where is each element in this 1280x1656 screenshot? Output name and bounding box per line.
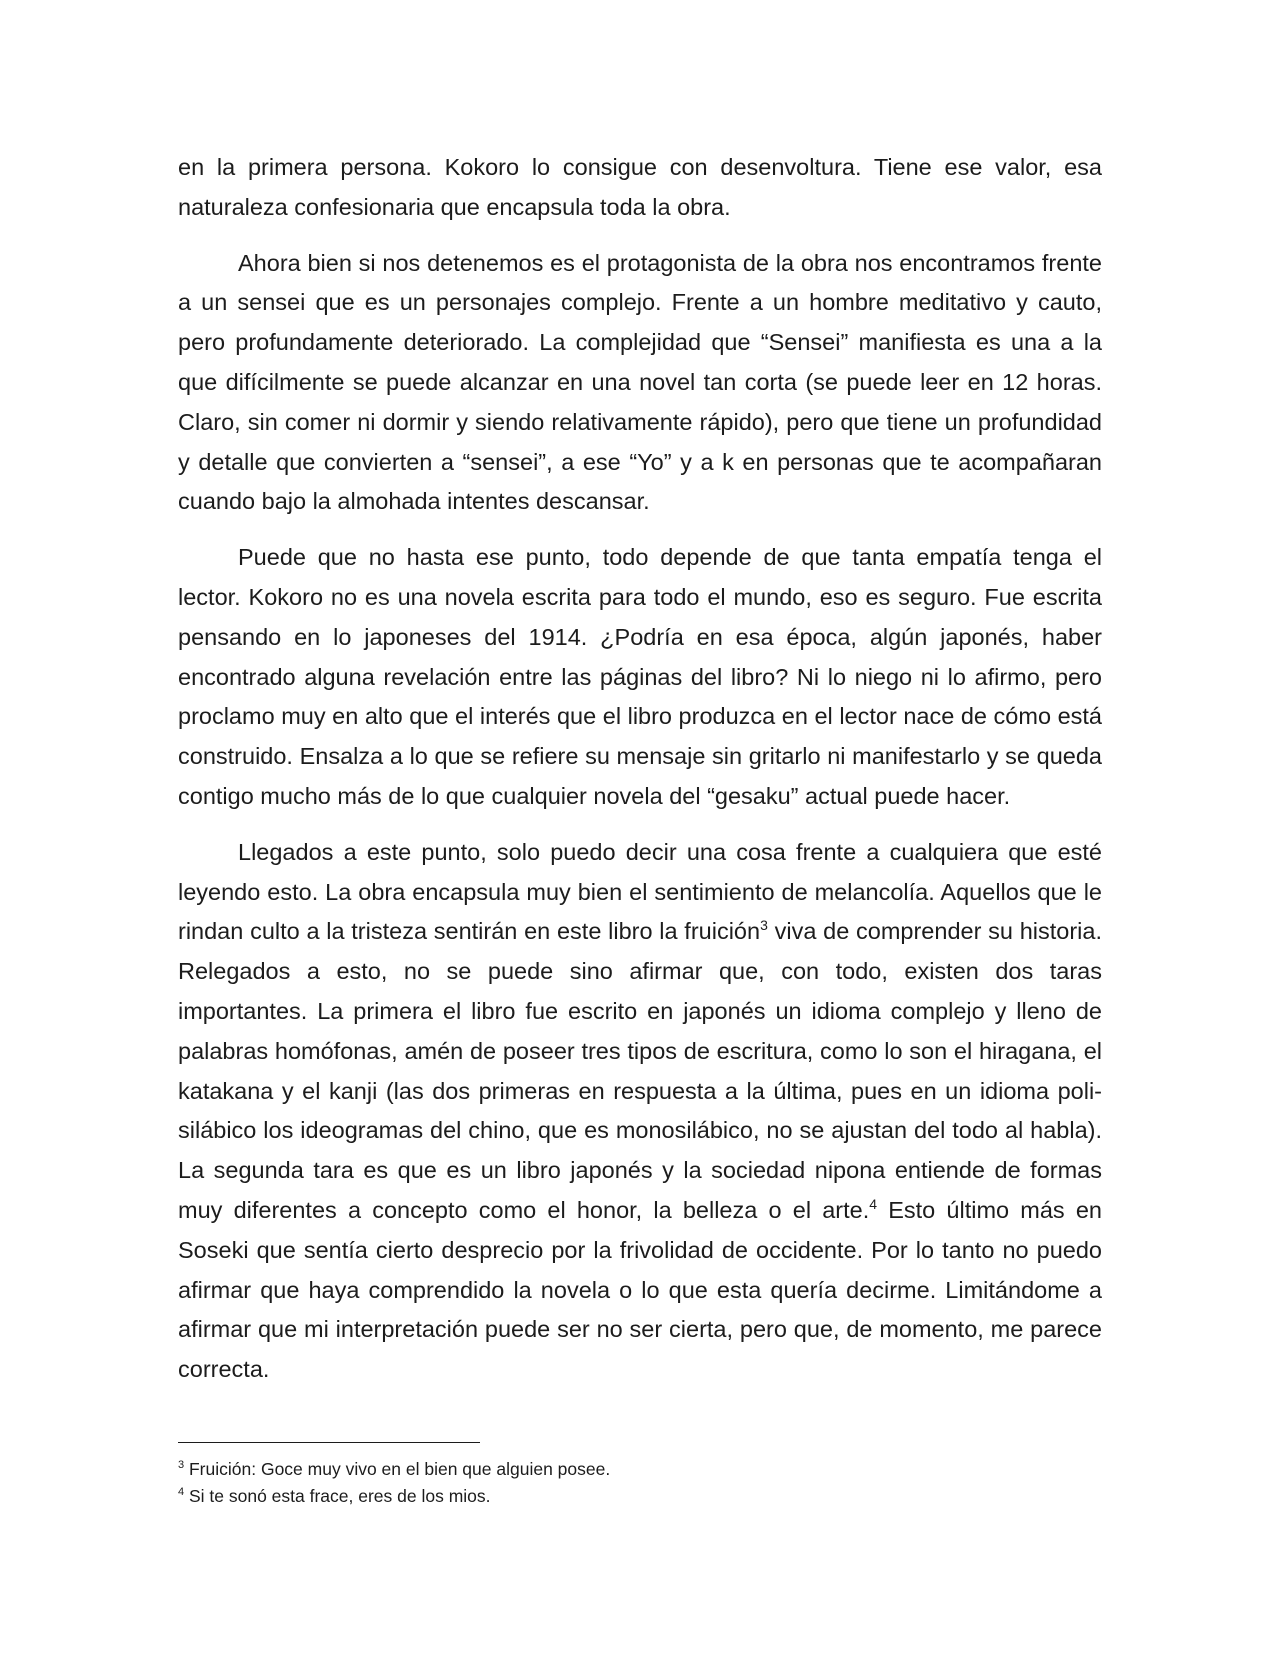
footnote-mark: 4: [178, 1486, 185, 1499]
paragraph-text: Ahora bien si nos detenemos es el protagonista de la obra nos encontramos frente a un sensei que es un personajes complejo. Frente a un hombre meditativo y cauto, pero profundamente deteriorado. La complejidad que “Sensei” manifiesta es una a la que difícilmente se puede alcanzar en una novel tan corta (se puede leer en 12 horas. Claro, sin comer ni dormir y siendo relativamente rápido), pero que tiene un profundidad y detalle que convierten a “sensei”, a ese “Yo” y a k en personas que te acompañaran cuando bajo la almohada intentes descansar.: [178, 249, 1102, 515]
footnote-3: [178, 1456, 1102, 1483]
paragraph-text: en la primera persona. Kokoro lo consigue con desenvoltura. Tiene ese valor, esa naturaleza confesionaria que encapsula toda la obra.: [178, 154, 1102, 220]
footnote-text: Fruición: Goce muy vivo en el bien que alguien posee.: [184, 1459, 611, 1479]
footnotes: [178, 1456, 1102, 1510]
paragraph-1: [178, 148, 1102, 228]
footnote-text: Si te sonó esta frace, eres de los mios.: [184, 1486, 491, 1506]
body-text: [178, 148, 1102, 1406]
paragraph-text: Esto último más en Soseki que sentía cierto desprecio por la frivolidad de occidente. Por lo tanto no puedo afirmar que haya comprendido la novela o lo que esta quería decirme. Limitándome a afirmar que mi interpretación puede ser no ser cierta, pero que, de momento, me parece correcta.: [178, 1196, 1103, 1383]
paragraph-2: [178, 244, 1102, 523]
paragraph-text: Puede que no hasta ese punto, todo depende de que tanta empatía tenga el lector. Kokoro no es una novela escrita para todo el mundo, eso es seguro. Fue escrita pensando en lo japoneses del 1914. ¿Podría en esa época, algún japonés, haber encontrado alguna revelación entre las páginas del libro? Ni lo niego ni lo afirmo, pero proclamo muy en alto que el interés que el libro produzca en el lector nace de cómo está construido. Ensalza a lo que se refiere su mensaje sin gritarlo ni manifestarlo y se queda contigo mucho más de lo que cualquier novela del “gesaku” actual puede hacer.: [178, 544, 1102, 809]
footnote-ref-4: 4: [869, 1196, 878, 1213]
paragraph-3: [178, 538, 1102, 817]
footnote-separator: [178, 1442, 480, 1443]
footnote-4: [178, 1483, 1102, 1510]
footnote-mark: 3: [178, 1459, 185, 1472]
footnote-ref-3: 3: [760, 917, 768, 934]
paragraph-text: Llegados a este punto, solo puedo decir una cosa frente a cualquiera que esté leyendo esto. La obra encapsula muy bien el sentimiento de melancolía. Aquellos que le rindan culto a la tristeza sentirán en este libro la fruición: [178, 838, 1102, 945]
paragraph-text: viva de comprender su historia. Relegados a esto, no se puede sino afirmar que, con todo, existen dos taras importantes. La primera el libro fue escrito en japonés un idioma complejo y lleno de palabras homófonas, amén de poseer tres tipos de escritura, como lo son el hiragana, el katakana y el kanji (las dos primeras en respuesta a la última, pues en un idioma poli-silábico los ideogramas del chino, que es monosilábico, no se ajustan del todo al habla). La segunda tara es que es un libro japonés y la sociedad nipona entiende de formas muy diferentes a concepto como el honor, la belleza o el arte.: [178, 918, 1102, 1223]
paragraph-4: [178, 833, 1102, 1390]
